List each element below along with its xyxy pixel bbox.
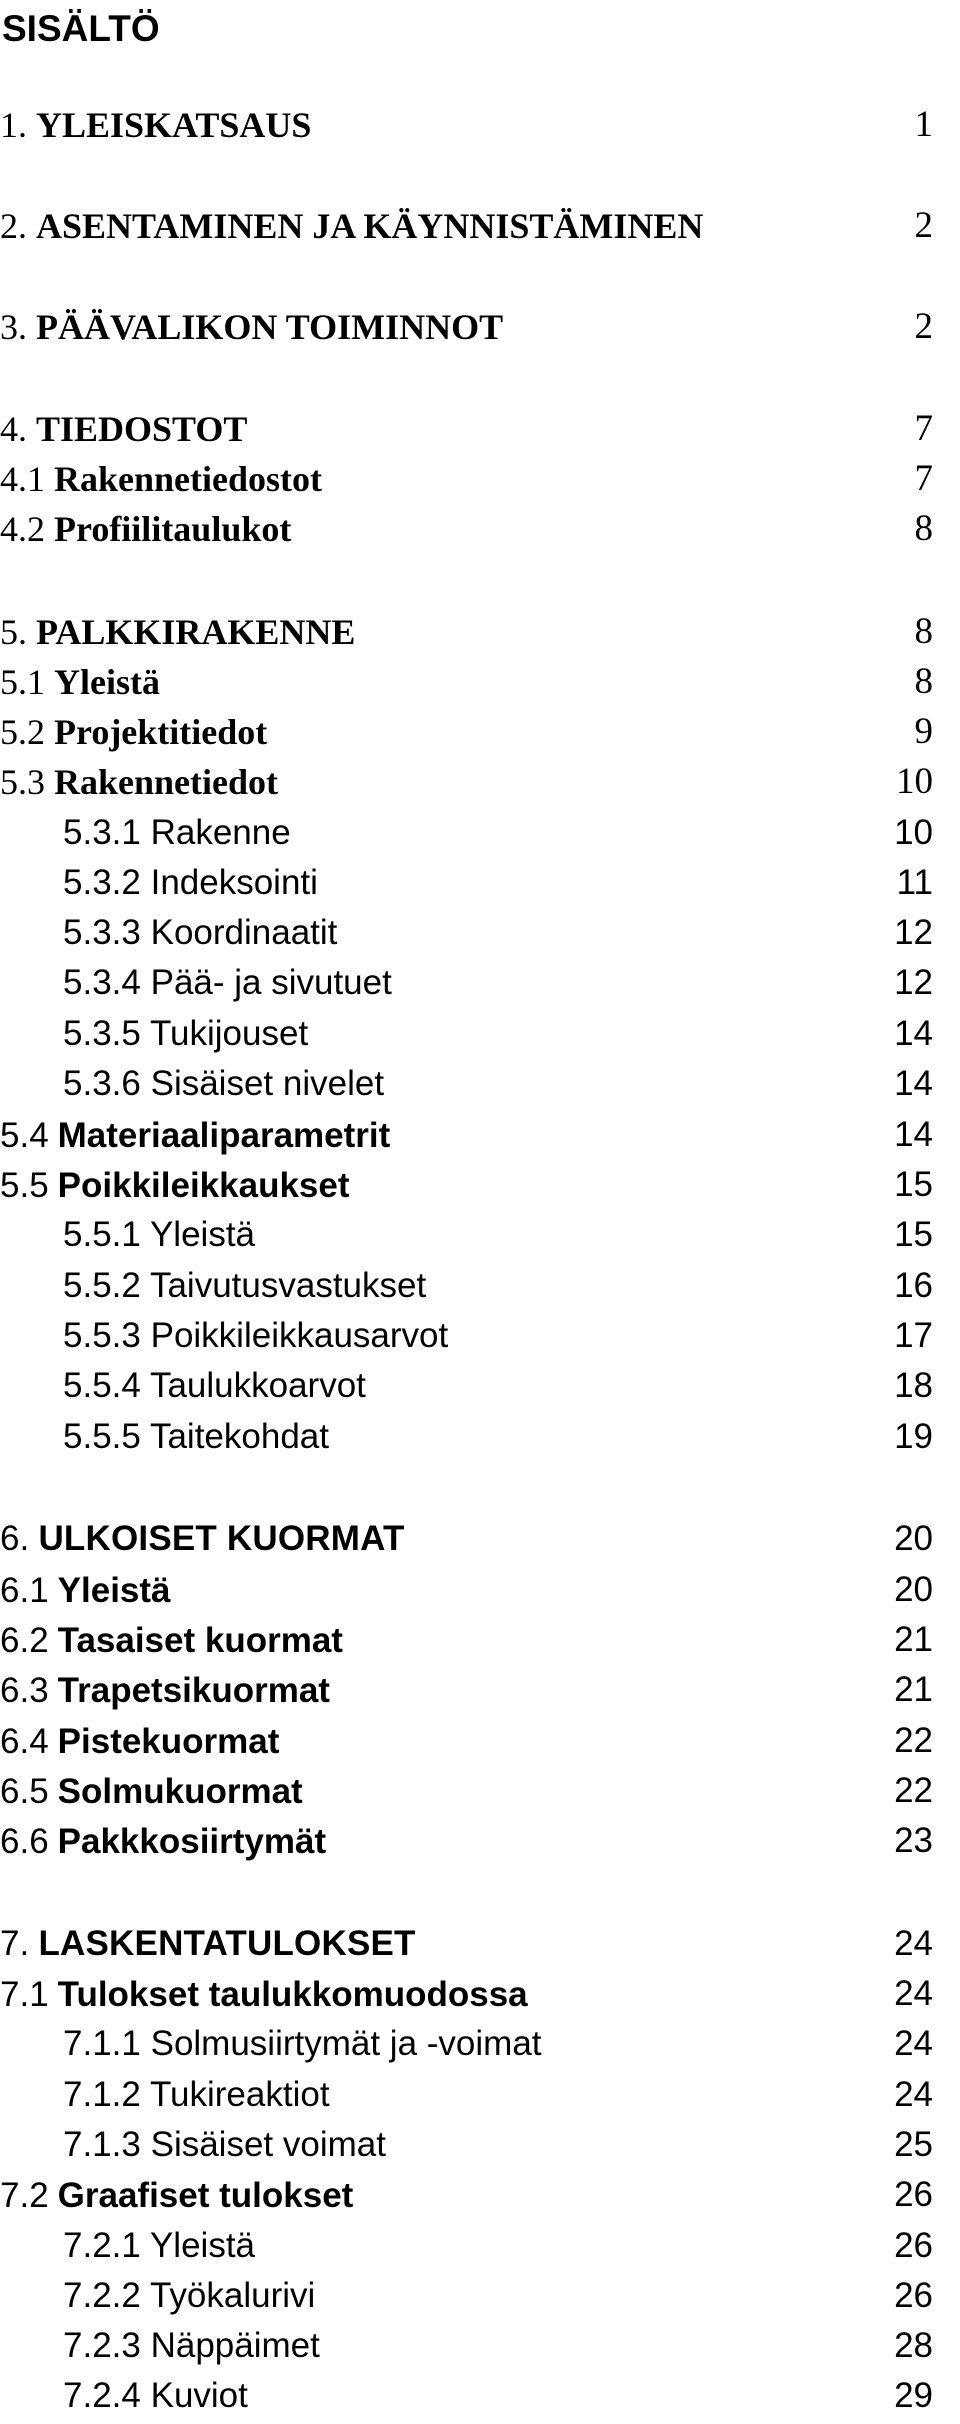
toc-entry-number: 7.2.4 (63, 2376, 141, 2415)
toc-entry-page: 20 (894, 1519, 933, 1558)
toc-entry-number: 5.5.3 (63, 1316, 141, 1355)
toc-entry (0, 2170, 960, 2220)
toc-entry-text: PALKKIRAKENNE (36, 612, 356, 652)
toc-entry (0, 1665, 960, 1715)
toc-entry (0, 2019, 960, 2069)
toc-entry-number: 5.2 (0, 712, 45, 752)
toc-entry-text: TIEDOSTOT (36, 409, 248, 449)
toc-entry (0, 958, 960, 1008)
toc-entry-label (63, 2371, 248, 2421)
toc-entry (0, 2271, 960, 2321)
toc-entry-page: 12 (894, 913, 933, 952)
toc-entry-number: 5.5.1 (63, 1215, 141, 1254)
toc-entry-page: 19 (894, 1417, 933, 1456)
toc-entry-page: 9 (914, 711, 933, 752)
toc-entry-text: Yleistä (57, 1571, 171, 1610)
toc-entry-label (0, 404, 247, 454)
toc-entry-page: 26 (894, 2175, 933, 2214)
toc-entry (0, 1969, 960, 2019)
toc-entry-number: 6.5 (0, 1772, 49, 1811)
toc-entry-page: 23 (894, 1821, 933, 1860)
toc-entry-number: 1. (0, 105, 27, 145)
toc-entry (0, 2221, 960, 2271)
toc-entry-number: 6.1 (0, 1571, 49, 1610)
toc-entry-page: 24 (894, 2024, 933, 2063)
toc-entry-text: Materiaaliparametrit (57, 1116, 391, 1155)
toc-entry-page: 24 (894, 2075, 933, 2114)
toc-entry-label (0, 1969, 528, 2020)
toc-entry-text: Pakkkosiirtymät (57, 1822, 327, 1861)
toc-entry-page: 15 (894, 1165, 933, 1204)
toc-entry-number: 7.1.2 (63, 2075, 141, 2114)
toc-entry-page: 8 (914, 508, 933, 549)
toc-entry-label (0, 1919, 416, 1969)
toc-entry-text: Koordinaatit (150, 913, 338, 952)
toc-entry-number: 2. (0, 206, 27, 246)
toc-entry-page: 11 (896, 863, 933, 902)
toc-entry (0, 404, 960, 454)
toc-entry-label (0, 757, 278, 807)
toc-entry-label (0, 657, 160, 707)
toc-entry (0, 908, 960, 958)
toc-entry-label (0, 1816, 326, 1867)
toc-entry-number: 7. (0, 1924, 30, 1963)
toc-entry-text: Työkalurivi (149, 2276, 316, 2315)
toc-entry-page: 10 (894, 813, 933, 852)
toc-entry-page: 7 (914, 408, 933, 449)
toc-entry (0, 707, 960, 757)
toc-entry-text: Taulukkoarvot (149, 1366, 366, 1405)
toc-entry-text: Tulokset taulukkomuodossa (57, 1975, 528, 2014)
toc-entry-number: 7.2.1 (63, 2226, 141, 2265)
toc-entry-page: 2 (914, 306, 933, 347)
toc-entry-number: 5.3.3 (63, 913, 141, 952)
toc-entry-label (63, 2070, 330, 2120)
toc-entry-number: 5.3.1 (63, 813, 141, 852)
toc-entry-label (63, 1210, 255, 1260)
toc-entry-label (0, 1766, 303, 1817)
toc-entry (0, 2120, 960, 2170)
toc-entry-page: 7 (914, 458, 933, 499)
toc-entry-page: 14 (894, 1014, 933, 1053)
toc-entry-label (63, 858, 318, 908)
toc-entry (0, 1615, 960, 1665)
toc-entry-label (63, 2120, 386, 2170)
toc-entry-label (63, 1059, 384, 1109)
toc-entry-page: 22 (894, 1771, 933, 1810)
toc-entry (0, 1766, 960, 1816)
toc-entry-label (0, 1615, 343, 1666)
toc-entry (0, 858, 960, 908)
toc-entry (0, 1565, 960, 1615)
toc-entry (0, 1110, 960, 1160)
toc-entry-page: 26 (894, 2226, 933, 2265)
toc-entry-text: Yleistä (149, 1215, 256, 1254)
toc-entry-text: Sisäiset voimat (150, 2125, 386, 2164)
toc-entry (0, 757, 960, 807)
toc-entry-text: Trapetsikuormat (57, 1671, 330, 1710)
toc-entry-page: 14 (894, 1115, 933, 1154)
toc-entry-number: 4.2 (0, 509, 45, 549)
toc-entry-text: Solmusiirtymät ja -voimat (150, 2024, 542, 2063)
toc-entry-label (63, 908, 337, 958)
toc-entry-number: 7.1.3 (63, 2125, 141, 2164)
toc-entry-label (0, 607, 355, 657)
toc-entry (0, 1361, 960, 1411)
toc-entry-number: 3. (0, 307, 27, 347)
toc-entry (0, 1514, 960, 1564)
toc-entry-page: 8 (914, 611, 933, 652)
toc-entry-text: LASKENTATULOKSET (38, 1924, 416, 1963)
toc-entry-number: 6.2 (0, 1621, 49, 1660)
toc-entry (0, 1210, 960, 1260)
toc-entry-number: 5. (0, 612, 27, 652)
toc-entry-number: 5.5.5 (63, 1417, 141, 1456)
toc-entry-text: Tukireaktiot (149, 2075, 330, 2114)
toc-entry-label (63, 808, 291, 858)
toc-entry-text: YLEISKATSAUS (36, 105, 312, 145)
toc-entry-label (0, 1565, 171, 1616)
toc-entry-page: 12 (894, 963, 933, 1002)
toc-entry-text: Pistekuormat (57, 1722, 280, 1761)
toc-entry-text: Kuviot (150, 2376, 248, 2415)
toc-entry-page: 21 (894, 1620, 933, 1659)
toc-entry-number: 7.2 (0, 2176, 49, 2215)
toc-entry (0, 808, 960, 858)
toc-entry-number: 7.2.3 (63, 2326, 141, 2365)
toc-entry-text: Näppäimet (150, 2326, 320, 2365)
toc-entry-label (63, 958, 392, 1008)
toc-entry-text: Rakennetiedot (54, 762, 278, 802)
toc-entry-page: 22 (894, 1721, 933, 1760)
toc-entry-label (0, 1665, 330, 1716)
toc-entry-label (63, 1361, 366, 1411)
toc-entry-label (0, 504, 291, 554)
toc-entry-label (0, 100, 311, 150)
toc-entry-page: 29 (894, 2376, 933, 2415)
toc-entry (0, 100, 960, 150)
toc-entry (0, 1919, 960, 1969)
toc-entry-label (63, 2221, 255, 2271)
toc-entry-number: 7.1.1 (63, 2024, 141, 2063)
toc-entry-page: 2 (914, 205, 933, 246)
toc-entry-text: PÄÄVALIKON TOIMINNOT (36, 307, 504, 347)
toc-entry-text: Rakenne (150, 813, 291, 852)
toc-entry-page: 17 (894, 1316, 933, 1355)
toc-entry-label (0, 1514, 405, 1564)
toc-entry-label (63, 1412, 329, 1462)
toc-entry-number: 6.6 (0, 1822, 49, 1861)
toc-entry-number: 6.4 (0, 1722, 49, 1761)
toc-entry-text: Tasaiset kuormat (57, 1621, 343, 1660)
toc-entry-label (63, 2271, 315, 2321)
page-title: SISÄLTÖ (2, 8, 160, 49)
toc-entry (0, 2321, 960, 2371)
toc-entry-number: 6. (0, 1519, 30, 1558)
toc-entry-label (63, 1261, 426, 1311)
toc-entry-page: 16 (894, 1266, 933, 1305)
toc-entry (0, 504, 960, 554)
toc-entry-label (0, 454, 322, 504)
toc-entry (0, 2371, 960, 2421)
toc-entry-label (0, 1160, 350, 1211)
toc-entry (0, 607, 960, 657)
toc-entry (0, 2070, 960, 2120)
toc-entry-text: Taivutusvastukset (149, 1266, 427, 1305)
toc-entry-number: 5.5.2 (63, 1266, 141, 1305)
toc-entry-number: 5.3.5 (63, 1014, 141, 1053)
toc-entry-number: 5.3 (0, 762, 45, 802)
toc-entry-label (0, 201, 703, 251)
toc-entry-page: 24 (894, 1924, 933, 1963)
toc-entry-text: Poikkileikkaukset (57, 1166, 350, 1205)
toc-entry-label (0, 1716, 279, 1767)
toc-entry-text: Tukijouset (149, 1014, 309, 1053)
toc-entry-number: 5.5.4 (63, 1366, 141, 1405)
toc-entry-text: ULKOISET KUORMAT (38, 1519, 405, 1558)
toc-entry-number: 5.3.6 (63, 1064, 141, 1103)
toc-entry (0, 302, 960, 352)
toc-entry-page: 25 (894, 2125, 933, 2164)
toc-entry-page: 8 (914, 661, 933, 702)
toc-entry-text: Poikkileikkausarvot (150, 1316, 449, 1355)
toc-entry-label (0, 1110, 390, 1161)
toc-entry-page: 20 (894, 1570, 933, 1609)
toc-entry (0, 1716, 960, 1766)
toc-entry (0, 1816, 960, 1866)
toc-entry-label (63, 2019, 542, 2069)
toc-entry-text: ASENTAMINEN JA KÄYNNISTÄMINEN (36, 206, 704, 246)
toc-entry-number: 5.4 (0, 1116, 49, 1155)
toc-entry-page: 28 (894, 2326, 933, 2365)
toc-entry-text: Graafiset tulokset (57, 2176, 354, 2215)
toc-entry-text: Projektitiedot (54, 712, 268, 752)
toc-entry-number: 5.1 (0, 662, 45, 702)
toc-entry-page: 21 (894, 1670, 933, 1709)
toc-entry-text: Yleistä (149, 2226, 256, 2265)
toc-entry (0, 454, 960, 504)
toc-entry-label (0, 302, 503, 352)
toc-entry-label (0, 2170, 353, 2221)
toc-entry-text: Rakennetiedostot (54, 459, 322, 499)
toc-entry-page: 24 (894, 1974, 933, 2013)
toc-entry-text: Sisäiset nivelet (150, 1064, 385, 1103)
toc-entry-label (63, 1009, 308, 1059)
toc-entry-number: 5.5 (0, 1166, 49, 1205)
toc-entry-label (0, 707, 267, 757)
toc-entry-page: 1 (914, 104, 933, 145)
toc-entry-number: 5.3.2 (63, 863, 141, 902)
toc-entry-text: Yleistä (54, 662, 160, 702)
toc-entry-number: 4.1 (0, 459, 45, 499)
toc-entry (0, 201, 960, 251)
toc-entry (0, 1059, 960, 1109)
toc-entry (0, 1311, 960, 1361)
toc-entry (0, 1412, 960, 1462)
toc-entry-page: 15 (894, 1215, 933, 1254)
toc-entry-page: 26 (894, 2276, 933, 2315)
toc-entry (0, 1009, 960, 1059)
toc-entry-label (63, 2321, 320, 2371)
toc-entry-number: 4. (0, 409, 27, 449)
toc-entry-text: Taitekohdat (149, 1417, 329, 1456)
toc-entry-text: Solmukuormat (57, 1772, 303, 1811)
toc-entry-number: 6.3 (0, 1671, 49, 1710)
toc-entry-text: Pää- ja sivutuet (150, 963, 392, 1002)
toc-entry-number: 5.3.4 (63, 963, 141, 1002)
toc-entry-text: Indeksointi (150, 863, 318, 902)
toc-entry-page: 14 (894, 1064, 933, 1103)
toc-entry (0, 1261, 960, 1311)
toc-entry (0, 1160, 960, 1210)
toc-entry-label (63, 1311, 448, 1361)
toc-entry-text: Profiilitaulukot (54, 509, 292, 549)
toc-entry-page: 10 (896, 761, 933, 802)
toc-entry-number: 7.2.2 (63, 2276, 141, 2315)
toc-entry-number: 7.1 (0, 1975, 49, 2014)
toc-entry-page: 18 (894, 1366, 933, 1405)
toc-entry (0, 657, 960, 707)
